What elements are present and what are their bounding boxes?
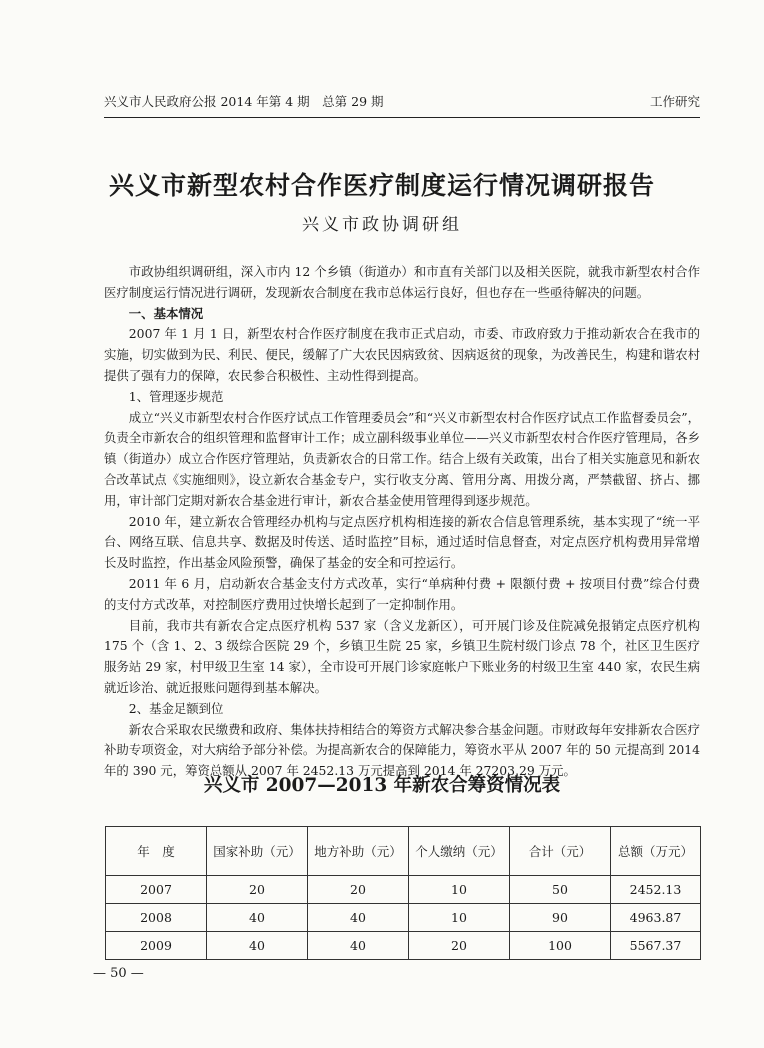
table-cell: 50: [510, 876, 611, 904]
table-row: [106, 932, 701, 960]
table-cell: 100: [510, 932, 611, 960]
table-row: [106, 904, 701, 932]
table-cell: 40: [207, 932, 308, 960]
table-cell: 40: [207, 904, 308, 932]
table-title: 兴义市 2007—2013 年新农合筹资情况表: [203, 775, 561, 796]
funding-table: [105, 826, 701, 960]
col-header-personal: 个人缴纳（元）: [409, 827, 510, 876]
header-publication: 兴义市人民政府公报 2014 年第 4 期 总第 29 期: [104, 94, 384, 109]
paragraph: 2011 年 6 月，启动新农合基金支付方式改革，实行“单病种付费 + 限额付费 + 按项目付费”综合付费的支付方式改革，对控制医疗费用过快增长起到了一定抑制作用。: [104, 575, 700, 612]
subheading-funding: 2、基金足额到位: [128, 700, 224, 716]
col-header-local: 地方补助（元）: [308, 827, 409, 876]
header-divider: [104, 117, 700, 118]
table-cell: 2008: [106, 904, 207, 932]
paragraph: 2010 年，建立新农合管理经办机构与定点医疗机构相连接的新农合信息管理系统，基本实现了“统一平台、网络互联、信息共享、数据及时传送、适时监控”目标，通过适时信息督查，对定点医疗机构费用异常增长及时监控，作出基金风险预警，确保了基金的安全和可控运行。: [104, 513, 700, 571]
table-header-row: [106, 827, 701, 876]
paragraph: 2007 年 1 月 1 日，新型农村合作医疗制度在我市正式启动，市委、市政府致力于推动新农合在我市的实施，切实做到为民、利民、便民，缓解了广大农民因病致贫、因病返贫的现象，为改善民生，构建和谐农村提供了强有力的保障，农民参合积极性、主动性得到提高。: [104, 326, 700, 383]
table-cell: 10: [409, 876, 510, 904]
subheading-management: 1、管理逐步规范: [128, 388, 224, 404]
table-row: [106, 876, 701, 904]
table-cell: 2007: [106, 876, 207, 904]
article-author: 兴义市政协调研组: [302, 215, 462, 235]
col-header-sum: 总额（万元）: [611, 827, 701, 876]
col-header-national: 国家补助（元）: [207, 827, 308, 876]
table-cell: 20: [409, 932, 510, 960]
article-title: 兴义市新型农村合作医疗制度运行情况调研报告: [108, 171, 655, 200]
table-cell: 4963.87: [611, 904, 701, 932]
paragraph-intro: 市政协组织调研组，深入市内 12 个乡镇（街道办）和市直有关部门以及相关医院，就我市新型农村合作医疗制度运行情况进行调研，发现新农合制度在我市总体运行良好，但也存在一些亟待解决的问题。: [104, 264, 700, 300]
table-cell: 2009: [106, 932, 207, 960]
table-cell: 40: [308, 904, 409, 932]
table-cell: 20: [207, 876, 308, 904]
page-number: — 50 —: [93, 966, 144, 981]
section-heading-basic: 一、基本情况: [128, 305, 204, 321]
table-cell: 40: [308, 932, 409, 960]
paragraph: 新农合采取农民缴费和政府、集体扶持相结合的筹资方式解决参合基金问题。市财政每年安排新农合医疗补助专项资金，对大病给予部分补偿。为提高新农合的保障能力，筹资水平从 2007 年的 50 元提高到 2014 年的 390 元，筹资总额从 2007 年 2452.13 万元提高到 2014 年 27203.29 万元。: [104, 721, 700, 779]
table-cell: 2452.13: [611, 876, 701, 904]
col-header-total: 合计（元）: [510, 827, 611, 876]
table-cell: 20: [308, 876, 409, 904]
paragraph: 目前，我市共有新农合定点医疗机构 537 家（含义龙新区），可开展门诊及住院减免报销定点医疗机构 175 个（含 1、2、3 级综合医院 29 个，乡镇卫生院 25 家，乡镇卫生院村级门诊点 78 个，社区卫生医疗服务站 29 家，村甲级卫生室 14 家），全市设可开展门诊家庭帐户下账业务的村级卫生室 440 家，农民生病就近诊治、就近报账问题得到基本解决。: [104, 617, 700, 695]
article-body: [104, 262, 700, 782]
col-header-year: 年 度: [106, 827, 207, 876]
header-section: 工作研究: [649, 94, 700, 109]
paragraph: 成立“兴义市新型农村合作医疗试点工作管理委员会”和“兴义市新型农村合作医疗试点工作监督委员会”，负责全市新农合的组织管理和监督审计工作；成立副科级事业单位——兴义市新型农村合作医疗管理局，各乡镇（街道办）成立合作医疗管理站，负责新农合的日常工作。结合上级有关政策，出台了相关实施意见和新农合改革试点《实施细则》，设立新农合基金专户，实行收支分离、管用分离、用拨分离，严禁截留、挤占、挪用，审计部门定期对新农合基金进行审计，新农合基金使用管理得到逐步规范。: [104, 409, 700, 508]
table-cell: 90: [510, 904, 611, 932]
table-cell: 10: [409, 904, 510, 932]
table-cell: 5567.37: [611, 932, 701, 960]
running-header: [104, 92, 700, 110]
